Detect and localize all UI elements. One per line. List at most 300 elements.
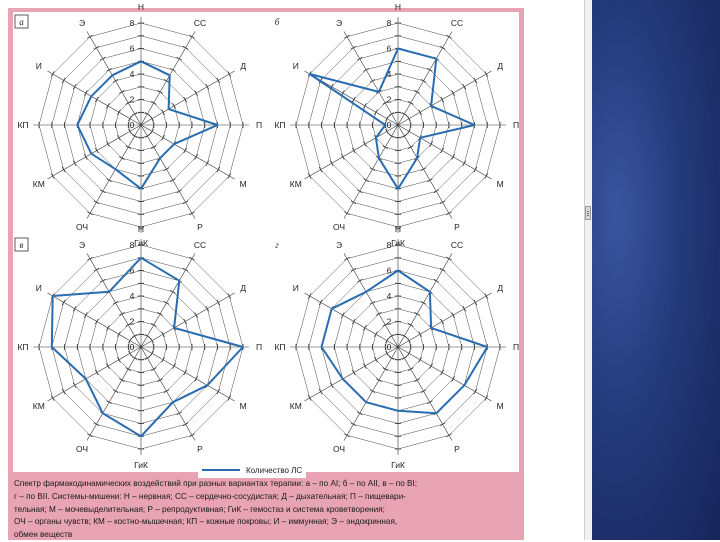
axis-tick [132, 335, 137, 338]
caption-line: тельная; М – мочевыделительная; Р – репродуктивная; ГиК – гемостаз и система кроветворения; [14, 504, 385, 514]
axis-label: ГиК [134, 238, 148, 248]
axis-tick [408, 323, 413, 326]
axis-tick [84, 91, 87, 96]
axis-tick [452, 154, 455, 159]
axis-label: ОЧ [75, 444, 89, 455]
axis-tick [357, 190, 362, 193]
radial-tick-label: 2 [386, 94, 392, 105]
axis-tick [402, 335, 407, 338]
axis-tick [189, 434, 194, 437]
axis-tick [158, 90, 163, 93]
axis-tick [206, 161, 209, 166]
axis-line [305, 293, 399, 347]
data-series-polygon [322, 271, 488, 414]
axis-label: СС [450, 17, 464, 28]
axis-tick [170, 179, 175, 182]
axis-tick [195, 376, 198, 381]
figure-caption [14, 478, 520, 542]
radial-tick-label: 4 [386, 69, 392, 79]
axis-tick [421, 79, 426, 82]
radar-charts [13, 2, 520, 472]
axis-tick [195, 313, 198, 318]
axis-tick [87, 434, 92, 437]
axis-label: М [496, 179, 504, 189]
axis-tick [87, 35, 92, 38]
axis-tick [106, 142, 109, 147]
axis-tick [357, 412, 362, 415]
chart-legend [198, 462, 306, 478]
axis-tick [106, 325, 109, 330]
axis-label: Д [240, 283, 247, 293]
axis-tick [344, 212, 349, 215]
radial-tick-label: 0 [386, 342, 392, 352]
axis-tick [195, 91, 198, 96]
axis-tick [485, 71, 488, 76]
axis-tick [87, 257, 92, 260]
axis-tick [441, 319, 444, 324]
radial-tick-label: 4 [129, 291, 135, 301]
axis-tick [363, 364, 366, 369]
axis-tick [173, 364, 176, 369]
axis-tick [100, 57, 105, 60]
axis-label: Р [454, 444, 460, 455]
axis-label: ГиК [391, 238, 405, 248]
axis-label: ГиК [391, 460, 405, 470]
axis-tick [151, 116, 154, 121]
axis-tick [217, 78, 220, 83]
figure-chart-area [13, 2, 520, 472]
radial-tick-label: 6 [386, 43, 392, 54]
axis-tick [73, 161, 76, 166]
axis-tick [389, 335, 394, 338]
axis-tick [119, 157, 124, 160]
axis-tick [463, 84, 466, 89]
axis-tick [440, 46, 445, 49]
side-decorative-panel [592, 0, 720, 540]
axis-tick [415, 90, 420, 93]
left-margin [0, 0, 8, 540]
axis-tick [228, 173, 231, 178]
axis-label: КП [17, 120, 29, 130]
axis-label: И [292, 283, 299, 293]
radial-tick-label: 2 [386, 316, 392, 327]
axis-tick [352, 319, 355, 324]
axis-tick [158, 379, 163, 382]
axis-tick [441, 97, 444, 102]
axis-tick [117, 135, 120, 140]
axis-label: КМ [289, 179, 302, 189]
axis-line [48, 71, 142, 125]
axis-tick [73, 306, 76, 311]
axis-tick [319, 389, 322, 394]
axis-tick [440, 423, 445, 426]
axis-tick [330, 383, 333, 388]
axis-tick [95, 148, 98, 153]
axis-tick [341, 313, 344, 318]
axis-tick [126, 368, 131, 371]
axis-tick [408, 351, 411, 356]
axis-tick [351, 46, 356, 49]
axis-label: П [255, 120, 263, 130]
panel-letter: г [275, 240, 279, 250]
radial-tick-label: 6 [129, 43, 135, 54]
axis-tick [383, 368, 388, 371]
panel-letter: в [19, 240, 24, 250]
axis-tick [419, 110, 422, 115]
axis-label: ОЧ [332, 444, 346, 455]
axis-tick [419, 332, 422, 337]
figure-frame [8, 2, 524, 540]
axis-line [141, 71, 235, 125]
axis-tick [434, 190, 439, 193]
axis-tick [452, 91, 455, 96]
axis-tick [374, 332, 377, 337]
axis-tick [151, 338, 154, 343]
axis-tick [376, 312, 381, 315]
axis-tick [319, 300, 322, 305]
axis-label: И [35, 61, 42, 71]
axis-label: Э [78, 17, 86, 28]
axis-tick [51, 173, 54, 178]
axis-label: КМ [32, 179, 45, 189]
axis-tick [173, 103, 176, 108]
axis-tick [62, 167, 65, 172]
axis-tick [419, 357, 422, 362]
axis-tick [51, 71, 54, 76]
axis-tick [206, 84, 209, 89]
axis-tick [177, 412, 182, 415]
axis-line [398, 293, 492, 347]
axis-line [141, 293, 235, 347]
axis-label: СС [193, 17, 207, 28]
caption-line: обмен веществ [14, 530, 73, 540]
axis-tick [389, 113, 394, 116]
radial-tick-label: 2 [129, 316, 135, 327]
axis-tick [151, 146, 156, 149]
axis-tick [474, 389, 477, 394]
radial-tick-label: 2 [129, 94, 135, 105]
grip-line [587, 215, 589, 216]
axis-line [398, 347, 452, 441]
axis-tick [408, 146, 413, 149]
axis-label: П [512, 342, 520, 352]
axis-label: КП [274, 120, 286, 130]
axis-tick [446, 35, 451, 38]
axis-tick [421, 301, 426, 304]
axis-tick [485, 173, 488, 178]
axis-tick [344, 35, 349, 38]
axis-tick [228, 71, 231, 76]
axis-tick [463, 161, 466, 166]
axis-tick [164, 390, 169, 393]
axis-tick [308, 173, 311, 178]
axis-tick [177, 190, 182, 193]
axis-tick [421, 168, 426, 171]
axis-tick [87, 212, 92, 215]
axis-tick [408, 129, 411, 134]
axis-tick [158, 312, 163, 315]
axis-tick [389, 135, 394, 138]
axis-tick [408, 338, 411, 343]
axis-label: ОЧ [75, 222, 89, 233]
axis-tick [107, 179, 112, 182]
axis-line [398, 347, 492, 401]
radial-tick-label: 6 [129, 265, 135, 276]
axis-line [48, 293, 142, 347]
axis-tick [107, 401, 112, 404]
axis-tick [319, 167, 322, 172]
axis-line [48, 125, 142, 179]
axis-tick [189, 257, 194, 260]
axis-tick [151, 323, 156, 326]
axis-tick [364, 68, 369, 71]
axis-label: М [239, 401, 247, 411]
scrollbar-thumb[interactable] [585, 206, 591, 220]
axis-tick [430, 142, 433, 147]
axis-tick [113, 301, 118, 304]
axis-tick [228, 395, 231, 400]
axis-tick [73, 383, 76, 388]
axis-tick [94, 46, 99, 49]
axis-label: П [512, 120, 520, 130]
axis-tick [427, 401, 432, 404]
axis-tick [113, 79, 118, 82]
axis-tick [117, 332, 120, 337]
axis-tick [308, 293, 311, 298]
axis-tick [463, 306, 466, 311]
axis-tick [184, 148, 187, 153]
radial-tick-label: 8 [129, 18, 135, 28]
axis-label: ГиК [134, 460, 148, 470]
axis-tick [184, 319, 187, 324]
axis-tick [363, 142, 366, 147]
axis-tick [162, 135, 165, 140]
radial-tick-label: 4 [386, 291, 392, 301]
axis-tick [430, 364, 433, 369]
axis-tick [151, 101, 156, 104]
axis-tick [84, 313, 87, 318]
axis-line [344, 347, 398, 441]
axis-tick [151, 129, 154, 134]
axis-tick [184, 370, 187, 375]
axis-tick [415, 379, 420, 382]
axis-label: Д [497, 61, 504, 71]
axis-tick [357, 279, 362, 282]
axis-tick [189, 35, 194, 38]
axis-tick [107, 68, 112, 71]
axis-tick [434, 279, 439, 282]
axis-tick [94, 201, 99, 204]
axis-label: Н [394, 224, 402, 234]
axis-tick [217, 389, 220, 394]
axis-tick [440, 201, 445, 204]
axis-tick [51, 395, 54, 400]
axis-tick [132, 113, 137, 116]
radial-tick-label: 0 [129, 120, 135, 130]
axis-tick [370, 168, 375, 171]
panel-letter: б [274, 17, 280, 27]
axis-tick [126, 146, 131, 149]
axis-tick [162, 110, 165, 115]
axis-label: Р [197, 444, 203, 455]
radial-tick-label: 8 [386, 240, 392, 250]
axis-tick [374, 110, 377, 115]
axis-tick [446, 257, 451, 260]
axis-tick [452, 376, 455, 381]
axis-tick [376, 379, 381, 382]
axis-tick [117, 357, 120, 362]
axis-tick [351, 268, 356, 271]
axis-tick [344, 434, 349, 437]
axis-tick [106, 364, 109, 369]
axis-line [141, 347, 235, 401]
axis-label: М [496, 401, 504, 411]
axis-tick [452, 313, 455, 318]
axis-line [398, 125, 452, 219]
radial-tick-label: 8 [129, 240, 135, 250]
axis-line [141, 32, 195, 126]
axis-tick [357, 57, 362, 60]
axis-tick [446, 212, 451, 215]
axis-tick [100, 279, 105, 282]
axis-tick [370, 79, 375, 82]
axis-label: Н [137, 2, 145, 12]
axis-tick [62, 389, 65, 394]
axis-tick [474, 78, 477, 83]
axis-label: П [255, 342, 263, 352]
axis-tick [344, 257, 349, 260]
axis-line [305, 125, 399, 179]
radial-tick-label: 0 [386, 120, 392, 130]
axis-line [141, 254, 195, 348]
axis-tick [164, 301, 169, 304]
legend-label: Количество ЛС [246, 465, 303, 475]
axis-tick [183, 268, 188, 271]
axis-tick [206, 306, 209, 311]
axis-tick [330, 161, 333, 166]
axis-tick [189, 212, 194, 215]
axis-tick [84, 154, 87, 159]
axis-tick [341, 154, 344, 159]
axis-line [344, 125, 398, 219]
axis-label: Н [137, 224, 145, 234]
grip-line [587, 213, 589, 214]
axis-tick [164, 168, 169, 171]
axis-tick [95, 97, 98, 102]
legend-line-swatch [202, 469, 240, 471]
axis-tick [474, 300, 477, 305]
axis-tick [370, 390, 375, 393]
axis-label: Э [335, 17, 343, 28]
axis-tick [145, 135, 150, 138]
panel-letter: а [19, 17, 24, 27]
axis-label: СС [193, 239, 207, 250]
axis-tick [183, 423, 188, 426]
radial-tick-label: 0 [129, 342, 135, 352]
axis-tick [106, 103, 109, 108]
axis-tick [389, 357, 394, 360]
axis-label: КМ [32, 401, 45, 411]
caption-line: ОЧ – органы чувств; КМ – костно-мышечная; КП – кожные покровы; И – иммунная; Э – эндокринная, [14, 517, 398, 527]
axis-label: КП [17, 342, 29, 352]
axis-label: И [292, 61, 299, 71]
axis-tick [62, 78, 65, 83]
axis-tick [95, 370, 98, 375]
axis-tick [427, 179, 432, 182]
axis-tick [363, 325, 366, 330]
radial-tick-label: 4 [129, 69, 135, 79]
radial-tick-label: 8 [386, 18, 392, 28]
axis-tick [151, 368, 156, 371]
axis-tick [113, 390, 118, 393]
axis-label: ОЧ [332, 222, 346, 233]
axis-tick [415, 312, 420, 315]
axis-tick [363, 103, 366, 108]
axis-label: Д [497, 283, 504, 293]
axis-tick [94, 423, 99, 426]
axis-tick [402, 135, 407, 138]
axis-tick [351, 201, 356, 204]
axis-line [398, 71, 492, 125]
axis-tick [352, 370, 355, 375]
axis-line [87, 125, 141, 219]
axis-tick [402, 357, 407, 360]
axis-tick [440, 268, 445, 271]
axis-tick [421, 390, 426, 393]
axis-tick [184, 97, 187, 102]
axis-label: Н [394, 2, 402, 12]
axis-tick [408, 101, 413, 104]
axis-tick [100, 190, 105, 193]
axis-tick [217, 167, 220, 172]
axis-tick [374, 357, 377, 362]
axis-tick [132, 357, 137, 360]
document-whitespace [524, 0, 584, 540]
axis-label: Э [335, 239, 343, 250]
axis-tick [73, 84, 76, 89]
axis-tick [474, 167, 477, 172]
axis-label: Д [240, 61, 247, 71]
axis-label: КМ [289, 401, 302, 411]
axis-tick [408, 368, 413, 371]
axis-tick [485, 293, 488, 298]
axis-tick [145, 357, 150, 360]
axis-tick [162, 357, 165, 362]
radial-tick-label: 6 [386, 265, 392, 276]
axis-tick [94, 268, 99, 271]
axis-tick [151, 351, 154, 356]
data-series-polygon [310, 49, 475, 189]
axis-tick [162, 332, 165, 337]
axis-tick [408, 116, 411, 121]
axis-tick [370, 301, 375, 304]
axis-tick [441, 370, 444, 375]
axis-line [87, 347, 141, 441]
axis-line [305, 347, 399, 401]
axis-tick [352, 148, 355, 153]
axis-tick [351, 423, 356, 426]
axis-tick [446, 434, 451, 437]
axis-tick [308, 395, 311, 400]
axis-tick [228, 293, 231, 298]
axis-label: М [239, 179, 247, 189]
axis-tick [145, 335, 150, 338]
axis-tick [195, 154, 198, 159]
axis-tick [485, 395, 488, 400]
axis-label: И [35, 283, 42, 293]
axis-tick [170, 290, 175, 293]
axis-label: СС [450, 239, 464, 250]
